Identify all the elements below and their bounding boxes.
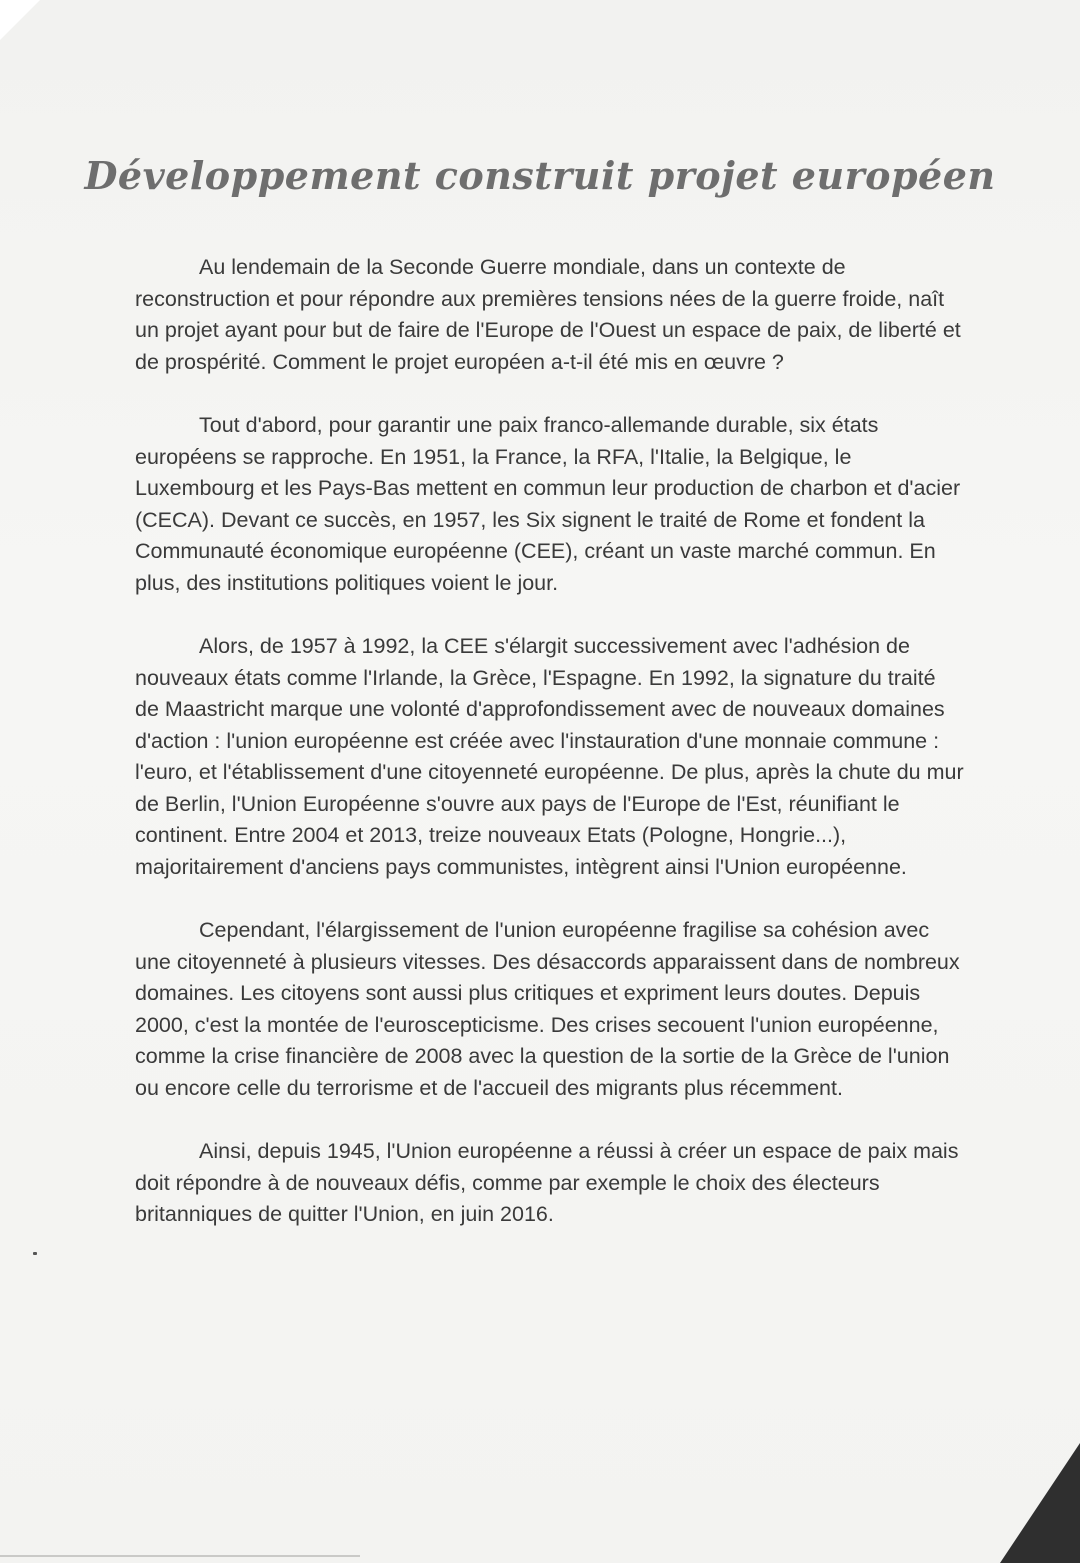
- paragraph-first-part: Tout d'abord, pour garantir une paix franco-allemande durable, six états européens se rapproche. En 1951, la France, la RFA, l'Italie, la Belgique, le Luxembourg et les Pays-Bas mettent en commun leur production de charbon et d'acier (CECA). Devant ce succès, en 1957, les Six signent le traité de Rome et fondent la Communauté économique européenne (CEE), créant un vaste marché commun. En plus, des institutions politiques voient le jour.: [135, 413, 961, 595]
- scan-corner-top-left: [0, 0, 40, 40]
- scan-edge-line: [0, 1555, 360, 1557]
- document-title: Développement construit projet européen: [84, 153, 996, 199]
- document-body: [135, 252, 965, 1263]
- paragraph-second-part: Alors, de 1957 à 1992, la CEE s'élargit successivement avec l'adhésion de nouveaux états comme l'Irlande, la Grèce, l'Espagne. En 1992, la signature du traité de Maastricht marque une volonté d'approfondissement avec de nouveaux domaines d'action : l'union européenne est créée avec l'instauration d'une monnaie commune : l'euro, et l'établissement d'une citoyenneté européenne. De plus, après la chute du mur de Berlin, l'Union Européenne s'ouvre aux pays de l'Europe de l'Est, réunifiant le continent. Entre 2004 et 2013, treize nouveaux Etats (Pologne, Hongrie...), majoritairement d'anciens pays communistes, intègrent ainsi l'Union européenne.: [135, 634, 964, 879]
- paragraph-introduction: Au lendemain de la Seconde Guerre mondiale, dans un contexte de reconstruction et pour répondre aux premières tensions nées de la guerre froide, naît un projet ayant pour but de faire de l'Europe de l'Ouest un espace de paix, de liberté et de prospérité. Comment le projet européen a-t-il été mis en œuvre ?: [135, 255, 961, 374]
- scan-speck: [33, 1252, 37, 1255]
- paragraph-conclusion: Ainsi, depuis 1945, l'Union européenne a réussi à créer un espace de paix mais doit répondre à de nouveaux défis, comme par exemple le choix des électeurs britanniques de quitter l'Union, en juin 2016.: [135, 1139, 959, 1226]
- paragraph-third-part: Cependant, l'élargissement de l'union européenne fragilise sa cohésion avec une citoyenneté à plusieurs vitesses. Des désaccords apparaissent dans de nombreux domaines. Les citoyens sont aussi plus critiques et expriment leurs doutes. Depuis 2000, c'est la montée de l'euroscepticisme. Des crises secouent l'union européenne, comme la crise financière de 2008 avec la question de la sortie de la Grèce de l'union ou encore celle du terrorisme et de l'accueil des migrants plus récemment.: [135, 918, 960, 1100]
- scan-corner-bottom-right: [1000, 1443, 1080, 1563]
